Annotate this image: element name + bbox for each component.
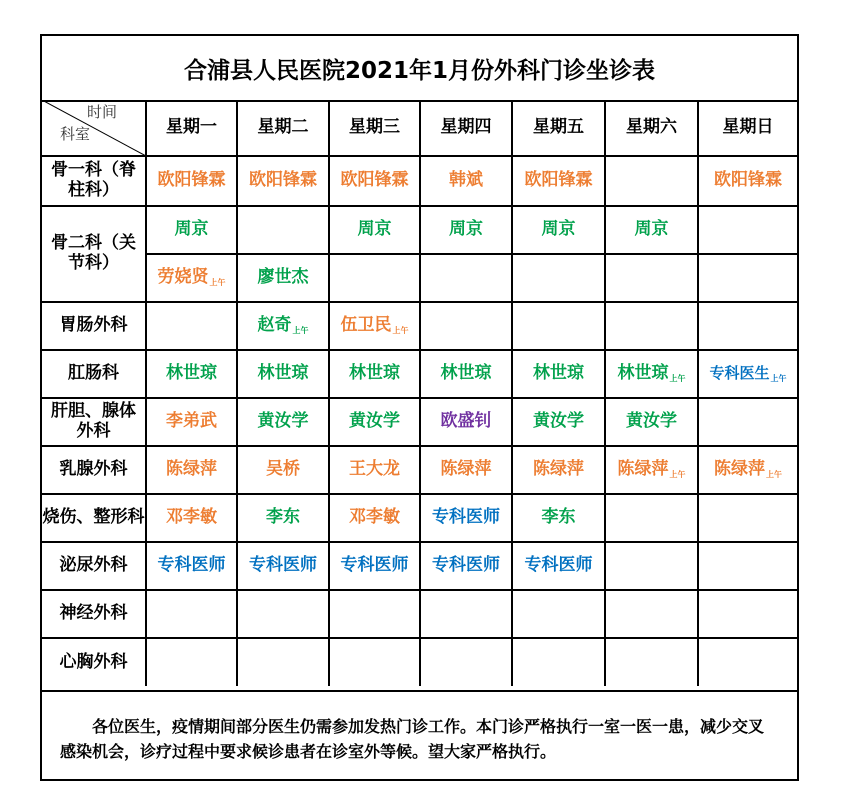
schedule-cell: 专科医师	[512, 542, 605, 590]
schedule-table	[42, 100, 797, 686]
schedule-cell-empty	[146, 302, 237, 350]
schedule-cell	[698, 446, 797, 494]
schedule-cell	[605, 350, 698, 398]
dept-label: 骨二科（关节科）	[42, 206, 146, 302]
day-header-thu: 星期四	[420, 100, 512, 156]
schedule-cell: 林世琼	[420, 350, 512, 398]
morning-note: 上午	[209, 278, 226, 288]
schedule-cell-empty	[329, 254, 420, 302]
day-header-wed: 星期三	[329, 100, 420, 156]
doctor-name: 伍卫民	[340, 315, 392, 336]
dept-label: 肛肠科	[42, 350, 146, 398]
corner-header-cell	[42, 100, 146, 156]
schedule-cell: 周京	[329, 206, 420, 254]
schedule-cell: 欧阳锋霖	[329, 156, 420, 206]
morning-note: 上午	[669, 374, 686, 384]
schedule-cell: 邓李敏	[329, 494, 420, 542]
schedule-cell	[237, 302, 329, 350]
table-row	[42, 590, 797, 638]
schedule-cell-empty	[605, 302, 698, 350]
schedule-cell: 林世琼	[237, 350, 329, 398]
schedule-cell-empty	[698, 590, 797, 638]
schedule-cell: 韩斌	[420, 156, 512, 206]
sheet-title: 合浦县人民医院2021年1月份外科门诊坐诊表	[42, 36, 797, 102]
schedule-cell: 欧阳锋霖	[512, 156, 605, 206]
schedule-cell: 陈绿萍	[146, 446, 237, 494]
schedule-cell-empty	[605, 156, 698, 206]
table-row	[42, 156, 797, 206]
schedule-cell: 林世琼	[512, 350, 605, 398]
doctor-name: 陈绿萍	[617, 459, 669, 480]
dept-label: 骨一科（脊柱科）	[42, 156, 146, 206]
header-row	[42, 100, 797, 156]
table-row	[42, 494, 797, 542]
schedule-cell: 陈绿萍	[420, 446, 512, 494]
schedule-cell: 专科医师	[420, 542, 512, 590]
schedule-cell-empty	[146, 590, 237, 638]
schedule-cell-empty	[420, 590, 512, 638]
schedule-cell-empty	[605, 254, 698, 302]
table-row	[42, 542, 797, 590]
schedule-cell: 专科医师	[420, 494, 512, 542]
day-header-sat: 星期六	[605, 100, 698, 156]
schedule-cell-empty	[329, 590, 420, 638]
schedule-cell-empty	[237, 638, 329, 686]
doctor-name: 陈绿萍	[714, 459, 765, 480]
day-header-tue: 星期二	[237, 100, 329, 156]
schedule-cell-empty	[698, 206, 797, 254]
day-header-sun: 星期日	[698, 100, 797, 156]
schedule-cell: 黄汝学	[512, 398, 605, 446]
table-row	[42, 638, 797, 686]
schedule-cell-empty	[420, 302, 512, 350]
schedule-cell-empty	[512, 638, 605, 686]
schedule-cell-empty	[698, 302, 797, 350]
schedule-cell: 周京	[420, 206, 512, 254]
morning-note: 上午	[669, 470, 686, 480]
notice-text: 各位医生，疫情期间部分医生仍需参加发热门诊工作。本门诊严格执行一室一医一患，减少交叉感染机会，诊疗过程中要求候诊患者在诊室外等候。望大家严格执行。	[42, 690, 797, 779]
schedule-cell-empty	[698, 638, 797, 686]
table-row	[42, 254, 797, 302]
schedule-cell: 周京	[146, 206, 237, 254]
schedule-sheet	[40, 34, 799, 781]
table-row	[42, 398, 797, 446]
schedule-cell	[605, 446, 698, 494]
schedule-cell: 周京	[512, 206, 605, 254]
table-row	[42, 446, 797, 494]
schedule-cell-empty	[237, 206, 329, 254]
corner-dept-label: 科室	[60, 125, 91, 143]
dept-label: 肝胆、腺体外科	[42, 398, 146, 446]
schedule-cell	[698, 350, 797, 398]
schedule-cell: 李东	[512, 494, 605, 542]
schedule-cell-empty	[237, 590, 329, 638]
schedule-cell-empty	[512, 254, 605, 302]
schedule-cell: 周京	[605, 206, 698, 254]
schedule-cell: 专科医师	[237, 542, 329, 590]
schedule-cell-empty	[605, 638, 698, 686]
schedule-cell: 黄汝学	[329, 398, 420, 446]
dept-label: 神经外科	[42, 590, 146, 638]
schedule-cell	[146, 254, 237, 302]
schedule-cell-empty	[698, 398, 797, 446]
schedule-cell	[329, 302, 420, 350]
schedule-cell: 专科医师	[146, 542, 237, 590]
schedule-cell-empty	[605, 542, 698, 590]
schedule-cell: 欧阳锋霖	[698, 156, 797, 206]
morning-note: 上午	[770, 374, 787, 384]
dept-label: 泌尿外科	[42, 542, 146, 590]
schedule-cell-empty	[605, 494, 698, 542]
day-header-fri: 星期五	[512, 100, 605, 156]
doctor-name: 赵奇	[257, 315, 292, 336]
table-row	[42, 350, 797, 398]
day-header-mon: 星期一	[146, 100, 237, 156]
doctor-name: 劳娆贤	[157, 267, 209, 288]
schedule-cell-empty	[512, 302, 605, 350]
doctor-name: 林世琼	[617, 363, 669, 384]
dept-label: 心胸外科	[42, 638, 146, 686]
schedule-cell: 黄汝学	[237, 398, 329, 446]
dept-label: 烧伤、整形科	[42, 494, 146, 542]
schedule-cell-empty	[698, 254, 797, 302]
schedule-cell: 李弟武	[146, 398, 237, 446]
schedule-cell-empty	[698, 494, 797, 542]
schedule-cell-empty	[420, 638, 512, 686]
dept-label: 胃肠外科	[42, 302, 146, 350]
schedule-cell: 邓李敏	[146, 494, 237, 542]
table-row	[42, 302, 797, 350]
schedule-cell-empty	[605, 590, 698, 638]
schedule-cell-empty	[329, 638, 420, 686]
schedule-cell-empty	[512, 590, 605, 638]
schedule-cell: 吴桥	[237, 446, 329, 494]
schedule-cell-empty	[146, 638, 237, 686]
schedule-cell: 欧阳锋霖	[146, 156, 237, 206]
schedule-cell: 李东	[237, 494, 329, 542]
schedule-cell: 陈绿萍	[512, 446, 605, 494]
morning-note: 上午	[766, 470, 782, 480]
morning-note: 上午	[392, 326, 409, 336]
schedule-cell: 黄汝学	[605, 398, 698, 446]
corner-time-label: 时间	[86, 103, 117, 121]
schedule-cell: 欧阳锋霖	[237, 156, 329, 206]
schedule-cell: 专科医师	[329, 542, 420, 590]
schedule-cell: 廖世杰	[237, 254, 329, 302]
schedule-cell-empty	[420, 254, 512, 302]
schedule-cell: 欧盛钊	[420, 398, 512, 446]
doctor-name: 专科医生	[709, 364, 770, 383]
schedule-cell-empty	[698, 542, 797, 590]
schedule-cell: 王大龙	[329, 446, 420, 494]
dept-label: 乳腺外科	[42, 446, 146, 494]
morning-note: 上午	[292, 326, 309, 336]
schedule-cell: 林世琼	[329, 350, 420, 398]
schedule-cell: 林世琼	[146, 350, 237, 398]
table-row	[42, 206, 797, 254]
